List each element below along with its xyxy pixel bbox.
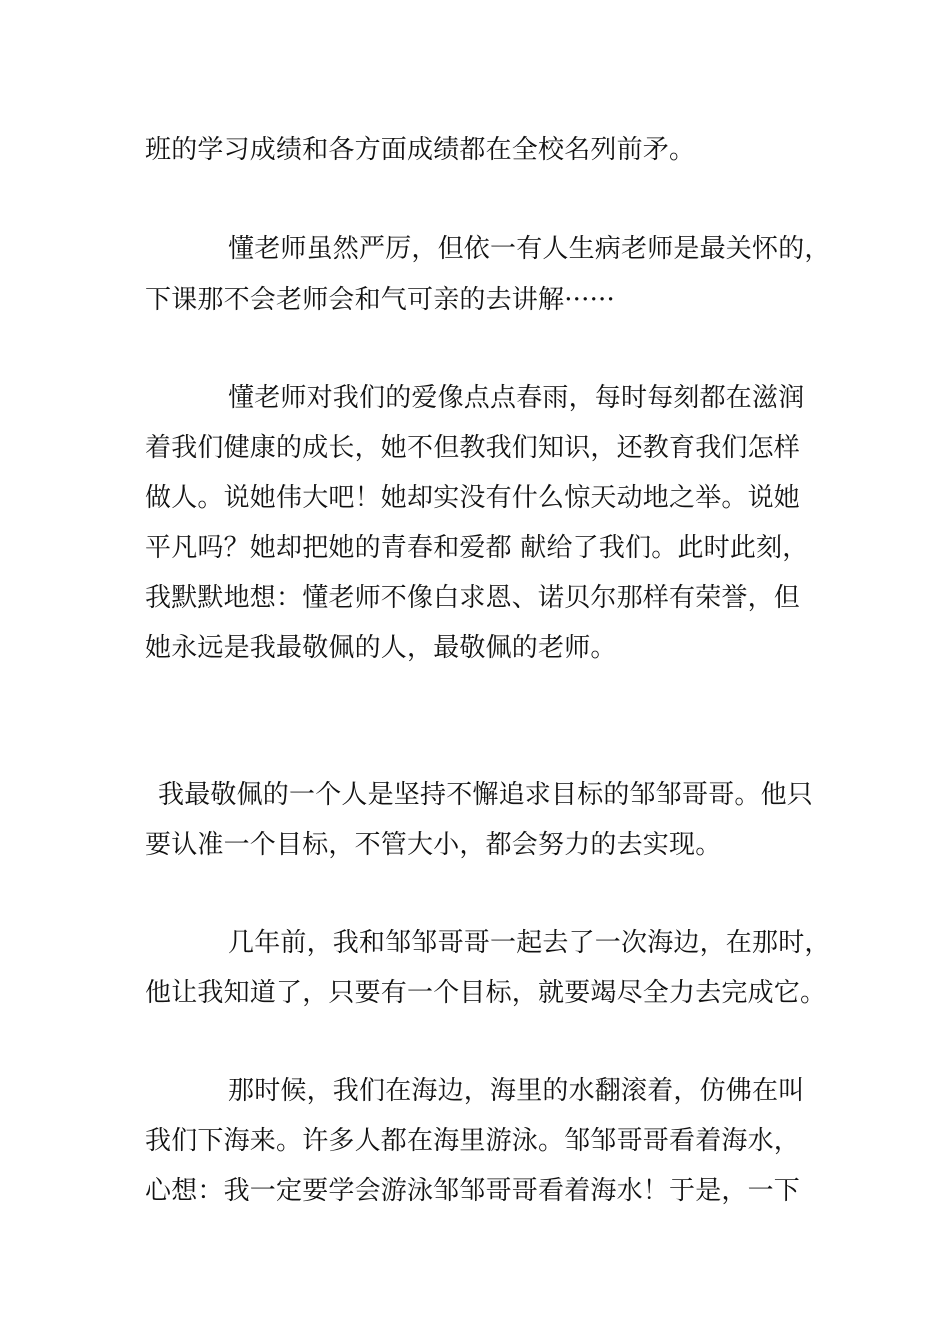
paragraph-first-line: 我最敬佩的一个人是坚持不懈追求目标的邹邹哥哥。他只 — [158, 780, 814, 810]
text-line: 着我们健康的成长，她不但教我们知识，还教育我们怎样 — [145, 433, 801, 463]
text-line: 她永远是我最敬佩的人，最敬佩的老师。 — [145, 633, 617, 663]
text-line: 做人。说她伟大吧！她却实没有什么惊天动地之举。说她 — [145, 483, 801, 513]
paragraph-first-line: 懂老师虽然严厉，但依一有人生病老师是最关怀的， — [228, 234, 831, 264]
paragraph-first-line: 懂老师对我们的爱像点点春雨，每时每刻都在滋润 — [228, 383, 805, 413]
text-line: 他让我知道了，只要有一个目标，就要竭尽全力去完成它。 — [145, 978, 827, 1008]
text-line: 我默默地想：懂老师不像白求恩、诺贝尔那样有荣誉，但 — [145, 583, 801, 613]
text-line: 心想：我一定要学会游泳邹邹哥哥看着海水！于是，一下 — [145, 1176, 801, 1206]
paragraph-first-line: 几年前，我和邹邹哥哥一起去了一次海边，在那时， — [228, 928, 831, 958]
text-line: 班的学习成绩和各方面成绩都在全校名列前矛。 — [145, 135, 696, 165]
text-line: 要认准一个目标，不管大小，都会努力的去实现。 — [145, 830, 722, 860]
text-line: 我们下海来。许多人都在海里游泳。邹邹哥哥看着海水， — [145, 1126, 801, 1156]
text-line: 平凡吗？她却把她的青春和爱都 献给了我们。此时此刻， — [145, 533, 809, 563]
text-line: 下课那不会老师会和气可亲的去讲解······ — [145, 285, 615, 315]
paragraph-first-line: 那时候，我们在海边，海里的水翻滚着，仿佛在叫 — [228, 1076, 805, 1106]
